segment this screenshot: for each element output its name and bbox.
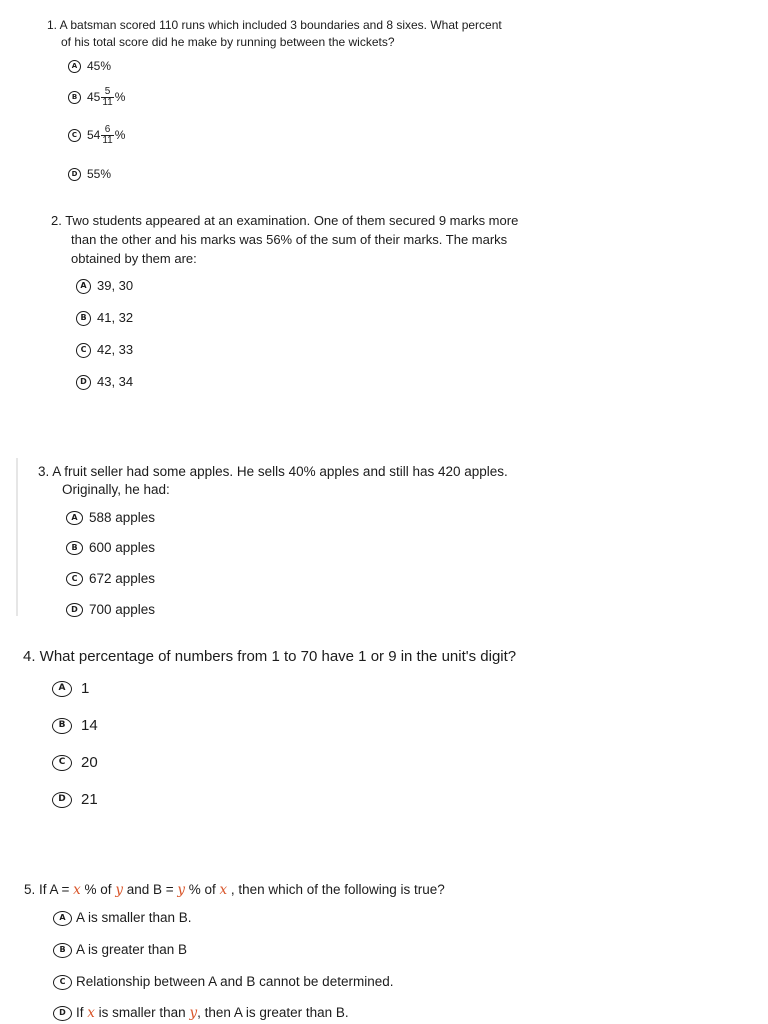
q4-option-d-text: 21 <box>81 791 98 808</box>
q5-option-d-text-part-1: If <box>76 1005 88 1020</box>
q5-option-a-badge: A <box>53 911 72 926</box>
q2-option-c-text: 42, 33 <box>97 342 134 357</box>
q2-option-d[interactable] <box>76 373 133 391</box>
question-2-line-1: 2. Two students appeared at an examination. One of them secured 9 marks more <box>51 213 519 228</box>
question-5-var-y: y <box>115 882 123 898</box>
question-2-line-2: than the other and his marks was 56% of the sum of their marks. The marks <box>71 232 508 247</box>
q3-option-b[interactable] <box>66 539 155 557</box>
question-1-line-2: of his total score did he make by running between the wickets? <box>61 35 395 49</box>
question-2 <box>51 211 518 268</box>
question-1-line-1: 1. A batsman scored 110 runs which included 3 boundaries and 8 sixes. What percent <box>47 18 502 32</box>
question-4-text <box>23 647 516 667</box>
q2-option-a-text: 39, 30 <box>97 278 134 293</box>
q3-option-b-badge: B <box>66 541 83 555</box>
question-1-text <box>47 17 502 51</box>
q1-option-a-text: 45% <box>87 59 112 73</box>
q1-option-d-text: 55% <box>87 167 112 181</box>
q1-option-b-whole: 45 <box>87 90 101 104</box>
q4-option-c-badge: C <box>52 755 72 771</box>
q2-option-c-badge: C <box>76 343 91 358</box>
q3-option-a[interactable] <box>66 509 155 527</box>
q5-option-d-var-x: x <box>87 1005 95 1021</box>
q3-option-d-badge: D <box>66 603 83 617</box>
q4-option-d[interactable] <box>52 790 98 810</box>
question-5 <box>24 881 445 899</box>
q5-option-b-text: A is greater than B <box>76 942 188 957</box>
q4-option-a-text: 1 <box>81 680 90 697</box>
question-5-var-x-2: x <box>219 882 228 898</box>
q4-option-a-badge: A <box>52 681 72 697</box>
q4-option-c[interactable] <box>52 753 98 773</box>
question-1 <box>47 17 502 51</box>
q5-option-d[interactable] <box>53 1004 349 1022</box>
question-3-line-2: Originally, he had: <box>62 482 170 497</box>
question-5-stem-part-5: , then which of the following is true? <box>227 882 445 897</box>
question-4-line-1: 4. What percentage of numbers from 1 to 70 have 1 or 9 in the unit's digit? <box>23 648 517 665</box>
question-5-stem-part-3: and B = <box>122 882 178 897</box>
question-2-text <box>51 211 518 268</box>
q1-option-b-numerator: 5 <box>101 87 113 98</box>
q4-option-a[interactable] <box>52 679 89 699</box>
q1-option-c[interactable] <box>68 122 125 148</box>
q3-option-c-text: 672 apples <box>89 571 156 586</box>
q1-option-b[interactable] <box>68 84 125 110</box>
q4-option-b-text: 14 <box>81 717 98 734</box>
q2-option-d-badge: D <box>76 375 91 390</box>
question-5-stem-part-2: % of <box>80 882 116 897</box>
question-3-text <box>38 463 508 499</box>
question-5-var-x: x <box>73 882 81 898</box>
q5-option-c[interactable] <box>53 973 393 991</box>
q1-option-c-denominator: 11 <box>102 135 113 147</box>
q1-option-b-badge: B <box>68 91 81 104</box>
question-5-stem-part-1: 5. If A = <box>24 882 74 897</box>
q4-option-c-text: 20 <box>81 754 98 771</box>
q3-option-d-text: 700 apples <box>89 602 156 617</box>
q4-option-b-badge: B <box>52 718 72 734</box>
q3-option-c[interactable] <box>66 570 155 588</box>
question-2-line-3: obtained by them are: <box>71 251 197 266</box>
q5-option-d-var-y: y <box>189 1005 198 1021</box>
q2-option-a[interactable] <box>76 277 133 295</box>
q1-option-c-fraction <box>101 125 113 146</box>
q1-option-b-suffix: % <box>114 90 126 104</box>
q2-option-b-text: 41, 32 <box>97 310 134 325</box>
q5-option-a[interactable] <box>53 909 192 927</box>
q3-option-c-badge: C <box>66 572 83 586</box>
q5-option-b[interactable] <box>53 941 187 959</box>
q1-option-b-fraction <box>101 87 113 108</box>
q5-option-c-badge: C <box>53 975 72 990</box>
q3-option-a-text: 588 apples <box>89 510 156 525</box>
question-3 <box>38 463 508 499</box>
question-5-var-y-2: y <box>177 882 186 898</box>
q3-option-b-text: 600 apples <box>89 540 156 555</box>
q1-option-c-whole: 54 <box>87 128 101 142</box>
q1-option-d-badge: D <box>68 168 81 181</box>
q3-option-d[interactable] <box>66 601 155 619</box>
q5-option-d-text-part-2: is smaller than <box>94 1005 190 1020</box>
question-4 <box>23 647 516 667</box>
q2-option-b[interactable] <box>76 309 133 327</box>
question-3-line-1: 3. A fruit seller had some apples. He sells 40% apples and still has 420 apples. <box>38 464 508 479</box>
q5-option-b-badge: B <box>53 943 72 958</box>
question-5-text <box>24 881 445 899</box>
q2-option-c[interactable] <box>76 341 133 359</box>
q2-option-a-badge: A <box>76 279 91 294</box>
q4-option-b[interactable] <box>52 716 98 736</box>
q5-option-a-text: A is smaller than B. <box>76 910 192 925</box>
question-3-left-border <box>16 458 18 616</box>
q5-option-c-text: Relationship between A and B cannot be determined. <box>76 974 394 989</box>
q3-option-a-badge: A <box>66 511 83 525</box>
q1-option-b-denominator: 11 <box>102 97 113 109</box>
q4-option-d-badge: D <box>52 792 72 808</box>
question-5-stem-part-4: % of <box>185 882 220 897</box>
q5-option-d-badge: D <box>53 1006 72 1021</box>
q1-option-c-badge: C <box>68 129 81 142</box>
q5-option-d-text-part-3: , then A is greater than B. <box>197 1005 349 1020</box>
q1-option-d[interactable] <box>68 166 111 182</box>
q2-option-b-badge: B <box>76 311 91 326</box>
q2-option-d-text: 43, 34 <box>97 374 134 389</box>
q1-option-a-badge: A <box>68 60 81 73</box>
q1-option-c-numerator: 6 <box>101 125 113 136</box>
q1-option-c-suffix: % <box>114 128 126 142</box>
q1-option-a[interactable] <box>68 58 111 74</box>
